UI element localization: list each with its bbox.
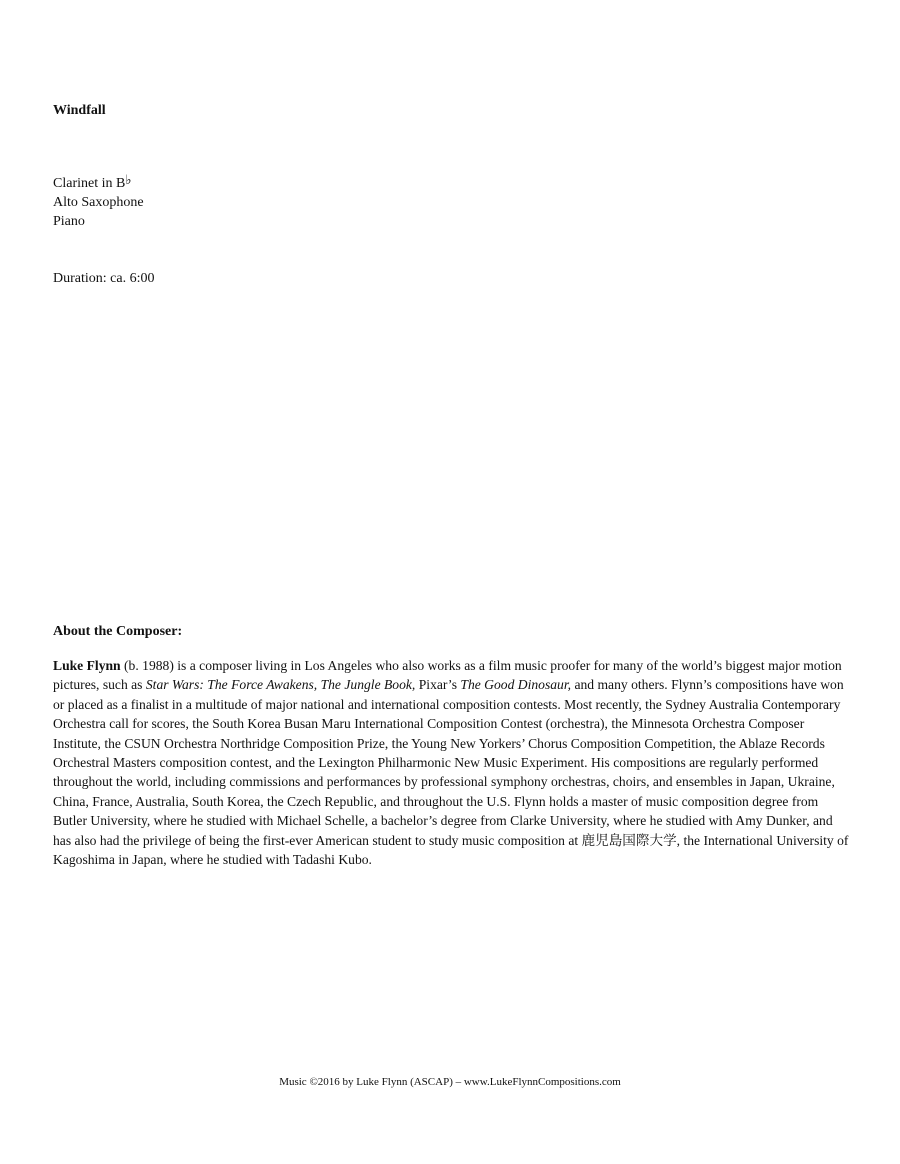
bio-text-1: (b. 1988) is a composer living in Los Angeles who also works as a film music proofer for many of the world’s biggest major motion pictures, such as <box>53 658 842 693</box>
composer-bio <box>53 656 853 869</box>
bio-text-3: and many others. Flynn’s compositions have won or placed as a finalist in a multitude of major national and international composition contests. Most recently, the Sydney Australia Contemporary Orchestra call for scores, the South Korea Busan Maru International Composition Contest (orchestra), the Minnesota Orchestra Composer Institute, the CSUN Orchestra Northridge Composition Prize, the Young New Yorkers’ Chorus Composition Competition, the Ablaze Records Orchestral Masters composition contest, and the Lexington Philharmonic New Music Experiment. His compositions are regularly performed throughout the world, including commissions and performances by professional symphony orchestras, choirs, and ensembles in Japan, Ukraine, China, France, Australia, South Korea, the Czech Republic, and throughout the U.S. Flynn holds a master of music composition degree from Butler University, where he studied with Michael Schelle, a bachelor’s degree from Clarke University, where he studied with Amy Dunker, and has also had the privilege of being the first-ever American student to study music composition at 鹿児島国際大学, the International University of Kagoshima in Japan, where he studied with Tadashi Kubo. <box>53 677 849 868</box>
film-title-2: The Good Dinosaur, <box>460 677 572 693</box>
bio-text-2: Pixar’s <box>415 677 461 693</box>
copyright-footer: Music ©2016 by Luke Flynn (ASCAP) – www.LukeFlynnCompositions.com <box>279 1076 621 1088</box>
duration: Duration: ca. 6:00 <box>53 271 155 286</box>
flat-symbol: ♭ <box>125 172 132 187</box>
film-titles-1: Star Wars: The Force Awakens, The Jungle Book, <box>145 677 416 693</box>
piece-title: Windfall <box>53 103 106 118</box>
instrument-saxophone: Alto Saxophone <box>53 195 144 210</box>
composer-name: Luke Flynn <box>53 658 121 673</box>
instrument-clarinet-label: Clarinet in B <box>53 176 126 191</box>
instrument-piano: Piano <box>53 214 85 229</box>
instrument-clarinet <box>53 170 144 193</box>
instrumentation-list <box>53 170 144 231</box>
about-composer-heading: About the Composer: <box>53 624 183 639</box>
